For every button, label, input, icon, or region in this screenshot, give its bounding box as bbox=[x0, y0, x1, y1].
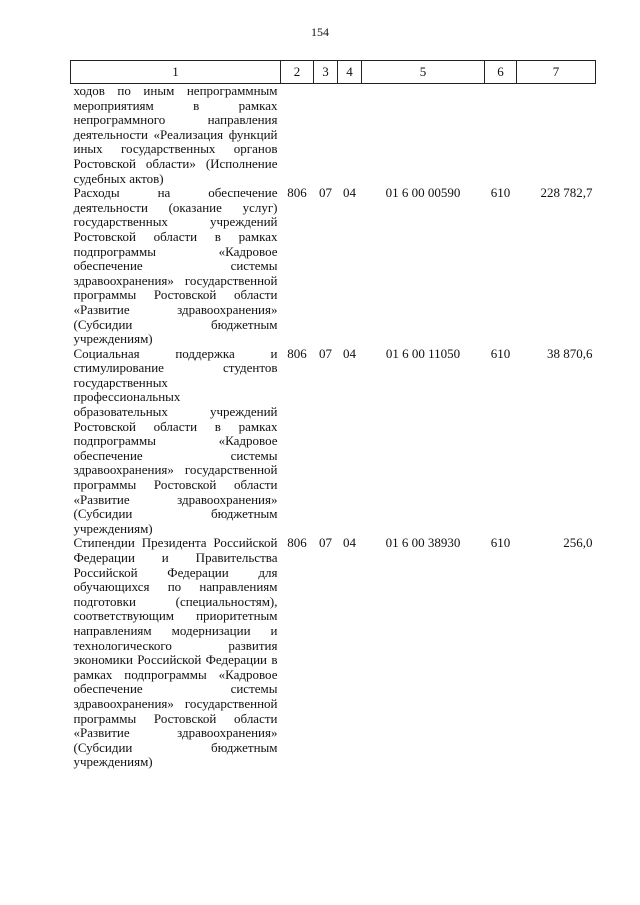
row-rz: 07 bbox=[319, 185, 332, 201]
row-description: Расходы на обеспечение деятельности (оказание услуг) государственных учреждений Ростовской области в рамках подпрограммы «Кадровое обеспечение системы здравоохранения» государственной программы Ростовской области «Развитие здравоохранения» (Субсидии бюджетным учреждениям) bbox=[73, 185, 278, 347]
row-pr: 04 bbox=[343, 345, 356, 361]
row-csr: 01 6 00 11050 bbox=[385, 345, 461, 361]
budget-table bbox=[70, 60, 596, 770]
row-vr: 610 bbox=[490, 185, 511, 201]
row-vr bbox=[485, 84, 517, 187]
table-row bbox=[71, 536, 596, 770]
row-csr bbox=[362, 84, 485, 187]
row-ved: 806 bbox=[287, 185, 307, 201]
table-header-row bbox=[71, 61, 596, 84]
page-number: 154 bbox=[311, 25, 329, 39]
column-header: 5 bbox=[362, 61, 485, 84]
column-header: 6 bbox=[485, 61, 517, 84]
row-amount: 38 870,6 bbox=[547, 345, 593, 361]
row-vr: 610 bbox=[490, 535, 511, 551]
row-csr: 01 6 00 00590 bbox=[385, 185, 461, 201]
table-row bbox=[71, 84, 596, 187]
row-rz: 07 bbox=[319, 535, 332, 551]
row-pr: 04 bbox=[343, 535, 356, 551]
row-amount: 256,0 bbox=[563, 535, 593, 551]
column-header: 7 bbox=[517, 61, 596, 84]
row-csr: 01 6 00 38930 bbox=[385, 535, 461, 551]
row-pr: 04 bbox=[343, 185, 356, 201]
row-ved: 806 bbox=[287, 535, 307, 551]
column-header: 3 bbox=[314, 61, 338, 84]
row-amount: 228 782,7 bbox=[540, 185, 593, 201]
row-description: Стипендии Президента Российской Федерации и Правительства Российской Федерации для обучающихся по направлениям подготовки (специальностям), соответствующим приоритетным направлениям модернизации и технологического развития экономики Российской Федерации в рамках подпрограммы «Кадровое обеспечение системы здравоохранения» государственной программы Ростовской области «Развитие здравоохранения» (Субсидии бюджетным учреждениям) bbox=[73, 535, 278, 770]
row-vr: 610 bbox=[490, 345, 511, 361]
column-header: 4 bbox=[338, 61, 362, 84]
row-pr bbox=[338, 84, 362, 187]
table-row bbox=[71, 347, 596, 537]
row-description: Социальная поддержка и стимулирование студентов государственных профессиональных образовательных учреждений Ростовской области в рамках подпрограммы «Кадровое обеспечение системы здравоохранения» государственной программы Ростовской области «Развитие здравоохранения» (Субсидии бюджетным учреждениям) bbox=[73, 345, 278, 536]
column-header: 1 bbox=[71, 61, 281, 84]
row-amount bbox=[517, 84, 596, 187]
table-row bbox=[71, 186, 596, 347]
row-description: ходов по иным непрограммным мероприятиям в рамках непрограммного направления деятельности «Реализация функций иных государственных органов Ростовской области» (Исполнение судебных актов) bbox=[73, 83, 278, 186]
row-ved bbox=[281, 84, 314, 187]
row-ved: 806 bbox=[287, 345, 307, 361]
row-rz bbox=[314, 84, 338, 187]
column-header: 2 bbox=[281, 61, 314, 84]
row-rz: 07 bbox=[319, 345, 332, 361]
